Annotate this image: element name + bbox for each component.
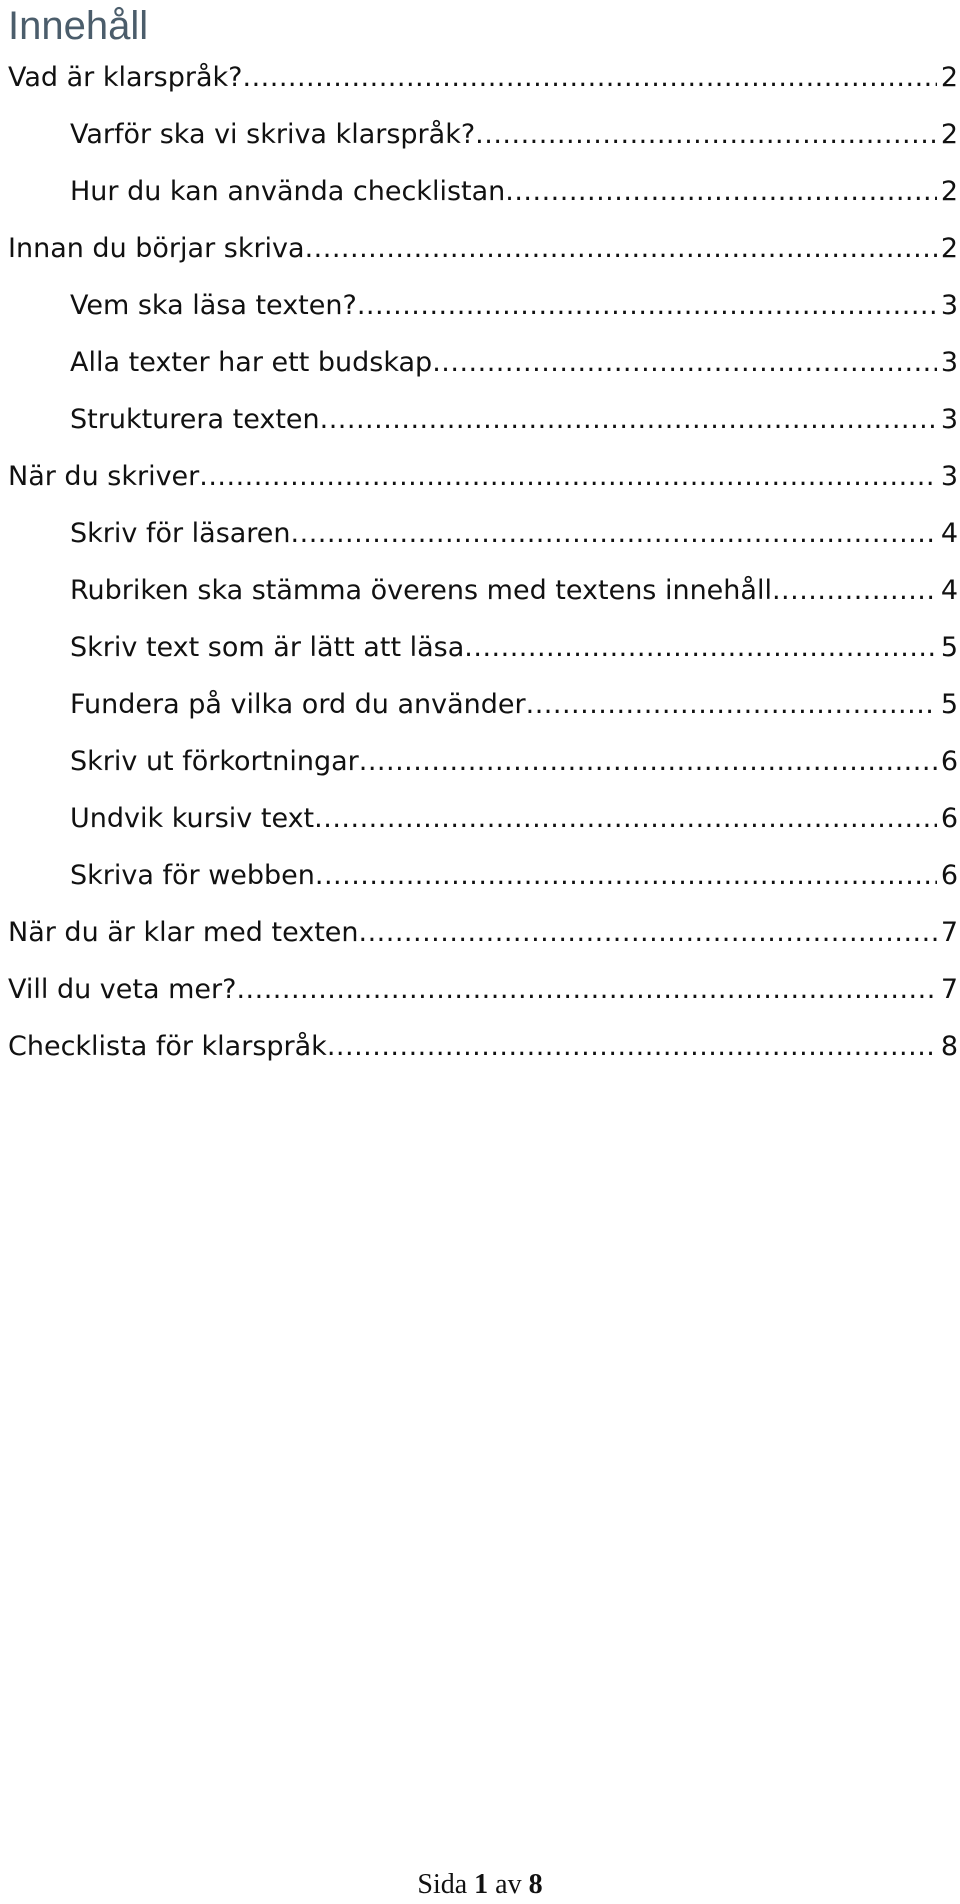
toc-dot-leader (505, 172, 937, 212)
toc-dot-leader (464, 628, 937, 668)
footer-separator: av (495, 1869, 522, 1900)
toc-entry-label: Rubriken ska stämma överens med textens innehåll (70, 575, 772, 606)
toc-entry-page: 4 (940, 575, 958, 606)
toc-entry[interactable] (8, 229, 958, 269)
toc-entry-label: Skriv text som är lätt att läsa (70, 632, 465, 663)
toc-entry[interactable] (70, 514, 958, 554)
toc-entry-page: 3 (940, 290, 958, 321)
toc-dot-leader (242, 58, 936, 98)
toc-entry[interactable] (70, 571, 958, 611)
toc-entry[interactable] (70, 400, 958, 440)
toc-dot-leader (357, 286, 937, 326)
page-footer (0, 1868, 960, 1902)
toc-entry[interactable] (8, 58, 958, 98)
toc-title: Innehåll (8, 4, 149, 48)
toc-entry-label: Skriv ut förkortningar (70, 746, 359, 777)
toc-entry-page: 2 (940, 176, 958, 207)
toc-dot-leader (305, 229, 937, 269)
toc-entry-label: Fundera på vilka ord du använder (70, 689, 526, 720)
toc-entry[interactable] (70, 628, 958, 668)
toc-dot-leader (327, 1027, 937, 1067)
toc-entry[interactable] (70, 685, 958, 725)
toc-entry[interactable] (70, 742, 958, 782)
toc-entry-label: Vad är klarspråk? (8, 62, 243, 93)
toc-entry-label: Undvik kursiv text (70, 803, 315, 834)
toc-entry-page: 2 (940, 62, 958, 93)
footer-prefix: Sida (417, 1869, 468, 1900)
toc-dot-leader (291, 514, 937, 554)
toc-entry-page: 3 (940, 461, 958, 492)
toc-entry-page: 6 (940, 746, 958, 777)
toc-entry-label: Vem ska läsa texten? (70, 290, 357, 321)
toc-entry[interactable] (70, 343, 958, 383)
toc-dot-leader (314, 799, 937, 839)
toc-entry-page: 7 (940, 974, 958, 1005)
toc-entry-label: Skriva för webben (70, 860, 315, 891)
toc-dot-leader (359, 742, 937, 782)
toc-entry-page: 3 (940, 404, 958, 435)
toc-entry-page: 6 (940, 860, 958, 891)
toc-entry-label: Alla texter har ett budskap (70, 347, 433, 378)
toc-entry-page: 5 (940, 689, 958, 720)
toc-entry[interactable] (8, 457, 958, 497)
toc-entry[interactable] (70, 115, 958, 155)
toc-entry-label: Hur du kan använda checklistan (70, 176, 506, 207)
footer-total-pages: 8 (528, 1869, 543, 1900)
toc-entry[interactable] (70, 286, 958, 326)
toc-entry-page: 8 (940, 1031, 958, 1062)
toc-dot-leader (315, 856, 937, 896)
toc-entry-label: Varför ska vi skriva klarspråk? (70, 119, 476, 150)
toc-entry-label: Skriv för läsaren (70, 518, 291, 549)
toc-entry-page: 3 (940, 347, 958, 378)
toc-entry[interactable] (70, 799, 958, 839)
toc-dot-leader (236, 970, 936, 1010)
toc-entry[interactable] (8, 970, 958, 1010)
toc-dot-leader (772, 571, 937, 611)
toc-entry-page: 2 (940, 233, 958, 264)
toc-entry-page: 2 (940, 119, 958, 150)
toc-entry-label: När du skriver (8, 461, 200, 492)
toc-entry-page: 4 (940, 518, 958, 549)
toc-dot-leader (432, 343, 937, 383)
toc-dot-leader (475, 115, 937, 155)
toc-entry-label: Strukturera texten (70, 404, 320, 435)
toc-entry[interactable] (8, 1027, 958, 1067)
toc-dot-leader (199, 457, 937, 497)
toc-entry-page: 7 (940, 917, 958, 948)
toc-dot-leader (320, 400, 937, 440)
toc-entry[interactable] (8, 913, 958, 953)
toc-dot-leader (526, 685, 937, 725)
toc-entry[interactable] (70, 856, 958, 896)
toc-entry-page: 6 (940, 803, 958, 834)
toc-entry-label: När du är klar med texten (8, 917, 359, 948)
footer-current-page: 1 (474, 1869, 489, 1900)
toc-entry-page: 5 (940, 632, 958, 663)
toc-entry-label: Innan du börjar skriva (8, 233, 305, 264)
toc-entry-label: Checklista för klarspråk (8, 1031, 327, 1062)
toc-entry[interactable] (70, 172, 958, 212)
toc-entry-label: Vill du veta mer? (8, 974, 237, 1005)
toc-dot-leader (359, 913, 937, 953)
